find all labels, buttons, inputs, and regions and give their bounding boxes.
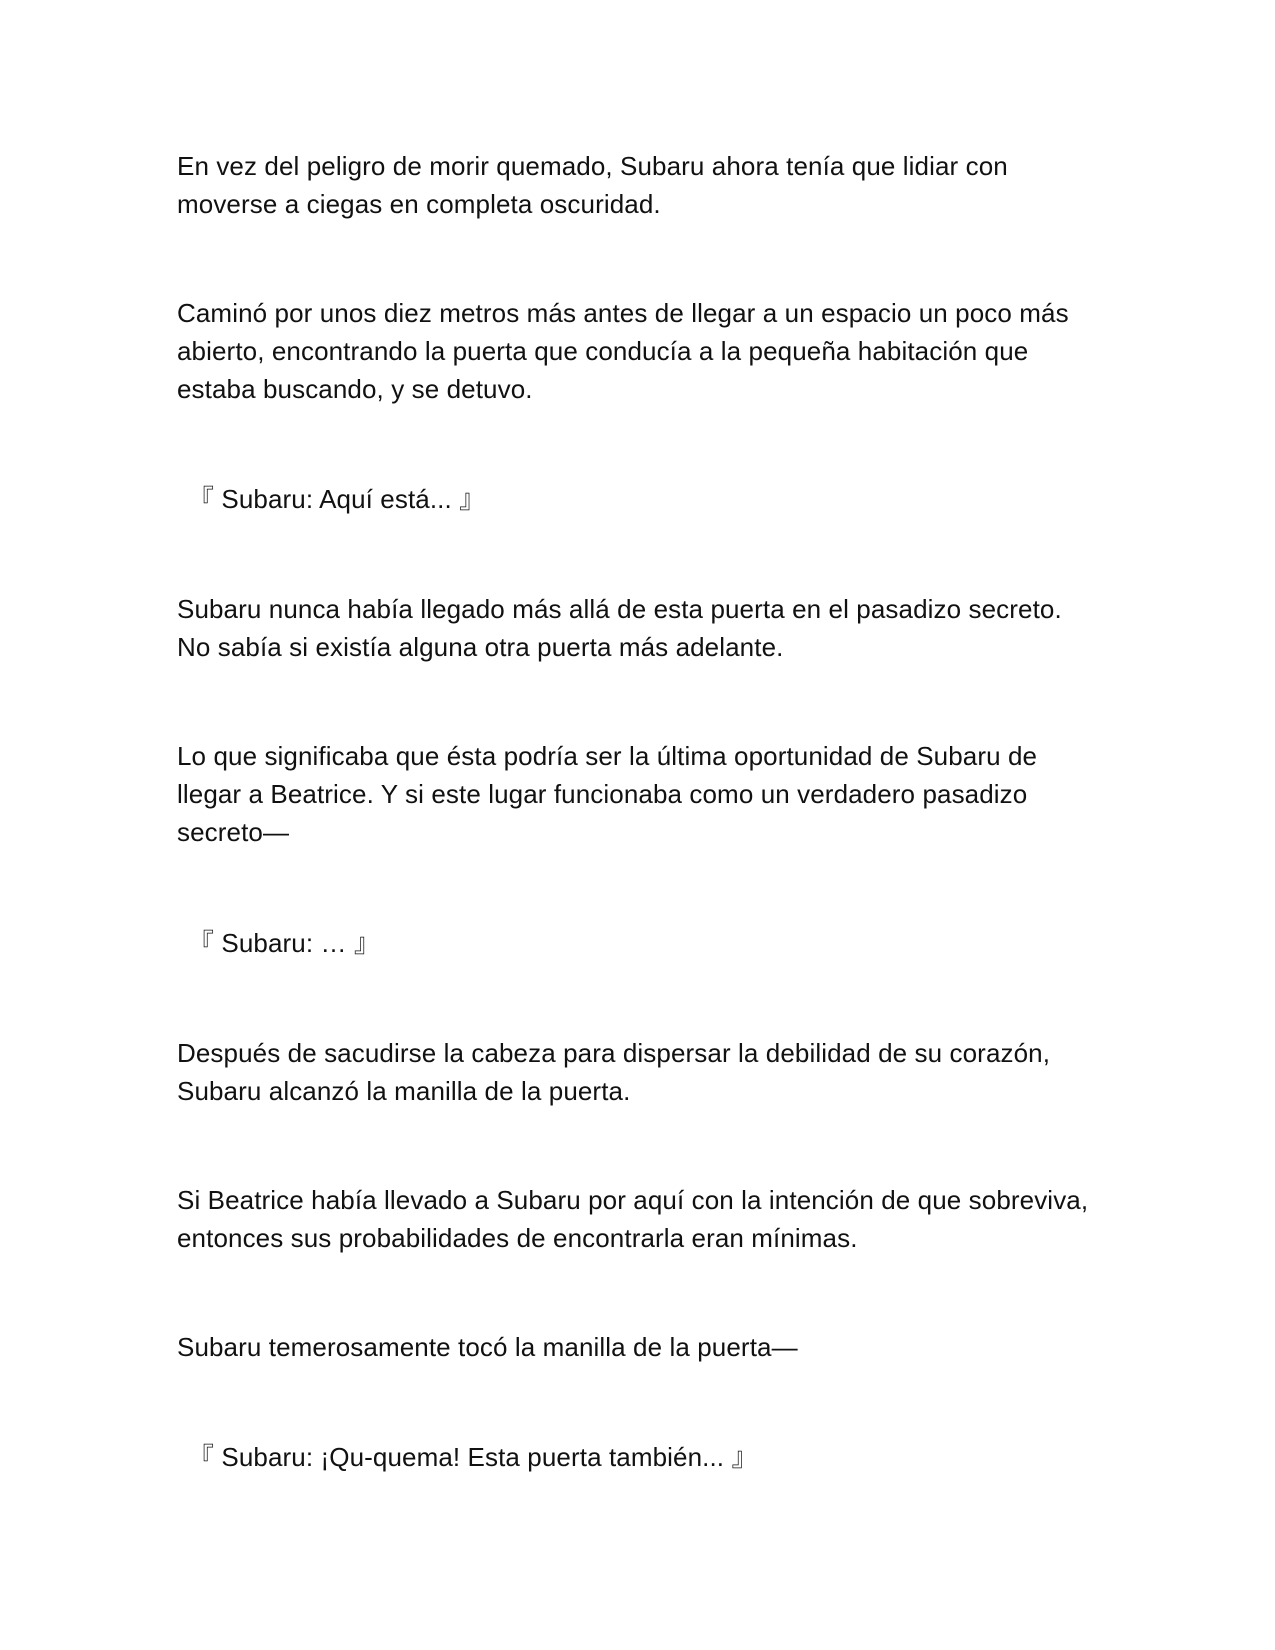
dialogue-1: 『 Subaru: Aquí está... 』 [188,484,486,514]
paragraph-3-line-2: No sabía si existía alguna otra puerta más adelante. [177,632,784,662]
dialogue-2: 『 Subaru: … 』 [188,928,381,958]
paragraph-3-line-1: Subaru nunca había llegado más allá de esta puerta en el pasadizo secreto. [177,594,1062,624]
paragraph-1-line-2: moverse a ciegas en completa oscuridad. [177,189,661,219]
paragraph-2-line-1: Caminó por unos diez metros más antes de llegar a un espacio un poco más [177,298,1069,328]
paragraph-6-line-2: entonces sus probabilidades de encontrarla eran mínimas. [177,1223,858,1253]
paragraph-2-line-2: abierto, encontrando la puerta que conducía a la pequeña habitación que [177,336,1029,366]
paragraph-7-line-1: Subaru temerosamente tocó la manilla de la puerta— [177,1332,798,1362]
paragraph-1-line-1: En vez del peligro de morir quemado, Subaru ahora tenía que lidiar con [177,151,1008,181]
dialogue-3: 『 Subaru: ¡Qu-quema! Esta puerta también... 』 [188,1442,758,1472]
paragraph-2-line-3: estaba buscando, y se detuvo. [177,374,533,404]
paragraph-4-line-1: Lo que significaba que ésta podría ser la última oportunidad de Subaru de [177,741,1038,771]
paragraph-5-line-2: Subaru alcanzó la manilla de la puerta. [177,1076,631,1106]
paragraph-6-line-1: Si Beatrice había llevado a Subaru por aquí con la intención de que sobreviva, [177,1185,1089,1215]
paragraph-4-line-3: secreto— [177,817,290,847]
paragraph-5-line-1: Después de sacudirse la cabeza para dispersar la debilidad de su corazón, [177,1038,1051,1068]
paragraph-4-line-2: llegar a Beatrice. Y si este lugar funcionaba como un verdadero pasadizo [177,779,1028,809]
